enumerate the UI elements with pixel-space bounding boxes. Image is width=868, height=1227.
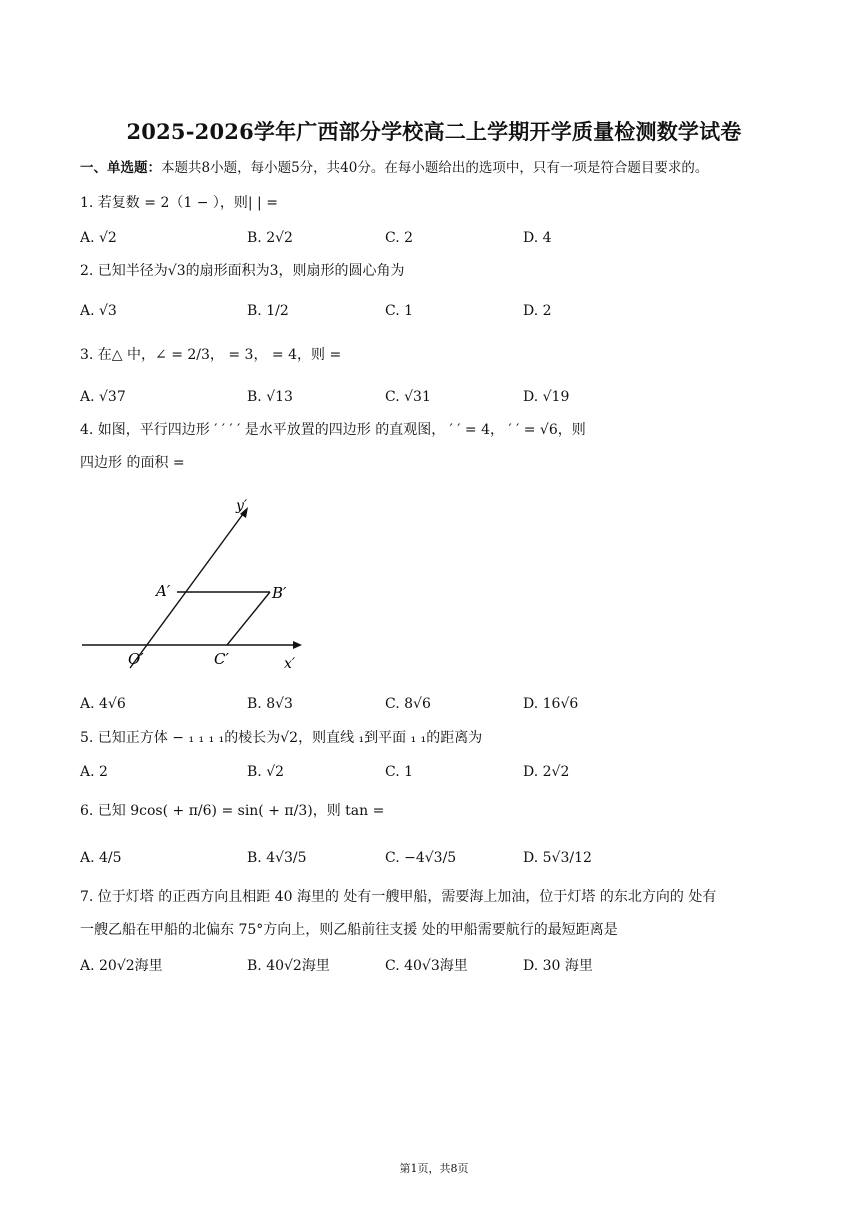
- q1-option-a: A. √2: [80, 230, 117, 246]
- q5-option-c: C. 1: [385, 764, 414, 780]
- q7-option-b: B. 40√2海里: [247, 958, 330, 974]
- q6-option-c: C. −4√3/5: [385, 850, 457, 866]
- question-4-text-line-1: 4. 如图，平行四边形 ′ ′ ′ ′ 是水平放置的四边形 的直观图， ′ ′ = 4， ′ ′ = √6，则: [80, 422, 586, 438]
- q5-option-d: D. 2√2: [523, 764, 570, 780]
- q7-option-c: C. 40√3海里: [385, 958, 468, 974]
- q3-option-d: D. √19: [523, 389, 570, 405]
- label-y-axis: y′: [236, 498, 248, 514]
- q7-option-d: D. 30 海里: [523, 958, 593, 974]
- q2-option-b: B. 1/2: [247, 303, 289, 319]
- q3-option-b: B. √13: [247, 389, 293, 405]
- q1-option-b: B. 2√2: [247, 230, 293, 246]
- q4-option-d: D. 16√6: [523, 696, 579, 712]
- label-o-prime: O′: [128, 650, 144, 668]
- question-6-text: 6. 已知 9cos( + π/6) = sin( + π/3)，则 tan =: [80, 803, 385, 819]
- q3-option-c: C. √31: [385, 389, 431, 405]
- page-footer: 第1页，共8页: [399, 1162, 469, 1175]
- question-5-text: 5. 已知正方体 − ₁ ₁ ₁ ₁的棱长为√2，则直线 ₁到平面 ₁ ₁的距离为: [80, 730, 483, 746]
- q1-option-d: D. 4: [523, 230, 552, 246]
- q2-option-a: A. √3: [80, 303, 117, 319]
- question-1-text: 1. 若复数 = 2（1 − ），则| | =: [80, 195, 278, 211]
- q7-option-a: A. 20√2海里: [80, 958, 163, 974]
- question-4-text-line-2: 四边形 的面积 =: [80, 455, 185, 471]
- section-description: 本题共8小题，每小题5分，共40分。在每小题给出的选项中，只有一项是符合题目要求的。: [161, 160, 709, 176]
- question-7-text-line-2: 一艘乙船在甲船的北偏东 75°方向上，则乙船前往支援 处的甲船需要航行的最短距离是: [80, 922, 618, 938]
- q6-option-b: B. 4√3/5: [247, 850, 307, 866]
- q4-option-c: C. 8√6: [385, 696, 431, 712]
- q6-option-d: D. 5√3/12: [523, 850, 592, 866]
- label-x-axis: x′: [284, 656, 296, 672]
- q2-option-d: D. 2: [523, 303, 552, 319]
- parallelogram-figure: [80, 488, 310, 678]
- q3-option-a: A. √37: [80, 389, 126, 405]
- section-heading: [80, 158, 708, 178]
- label-a-prime: A′: [156, 582, 171, 600]
- section-label: 一、单选题：: [80, 160, 161, 176]
- label-c-prime: C′: [214, 650, 229, 668]
- question-7-text-line-1: 7. 位于灯塔 的正西方向且相距 40 海里的 处有一艘甲船，需要海上加油，位于灯塔 的东北方向的 处有: [80, 889, 717, 905]
- page-title: 2025-2026学年广西部分学校高二上学期开学质量检测数学试卷: [126, 119, 742, 144]
- question-2-text: 2. 已知半径为√3的扇形面积为3，则扇形的圆心角为: [80, 263, 405, 279]
- q4-option-a: A. 4√6: [80, 696, 126, 712]
- x-axis-arrow: [293, 641, 302, 649]
- q4-option-b: B. 8√3: [247, 696, 293, 712]
- q6-option-a: A. 4/5: [80, 850, 122, 866]
- q2-option-c: C. 1: [385, 303, 414, 319]
- q5-option-a: A. 2: [80, 764, 108, 780]
- label-b-prime: B′: [272, 584, 287, 602]
- y-axis-line: [130, 510, 246, 668]
- segment-b-c: [227, 592, 270, 645]
- q1-option-c: C. 2: [385, 230, 414, 246]
- q5-option-b: B. √2: [247, 764, 285, 780]
- question-3-text: 3. 在△ 中，∠ = 2/3， = 3， = 4，则 =: [80, 347, 342, 363]
